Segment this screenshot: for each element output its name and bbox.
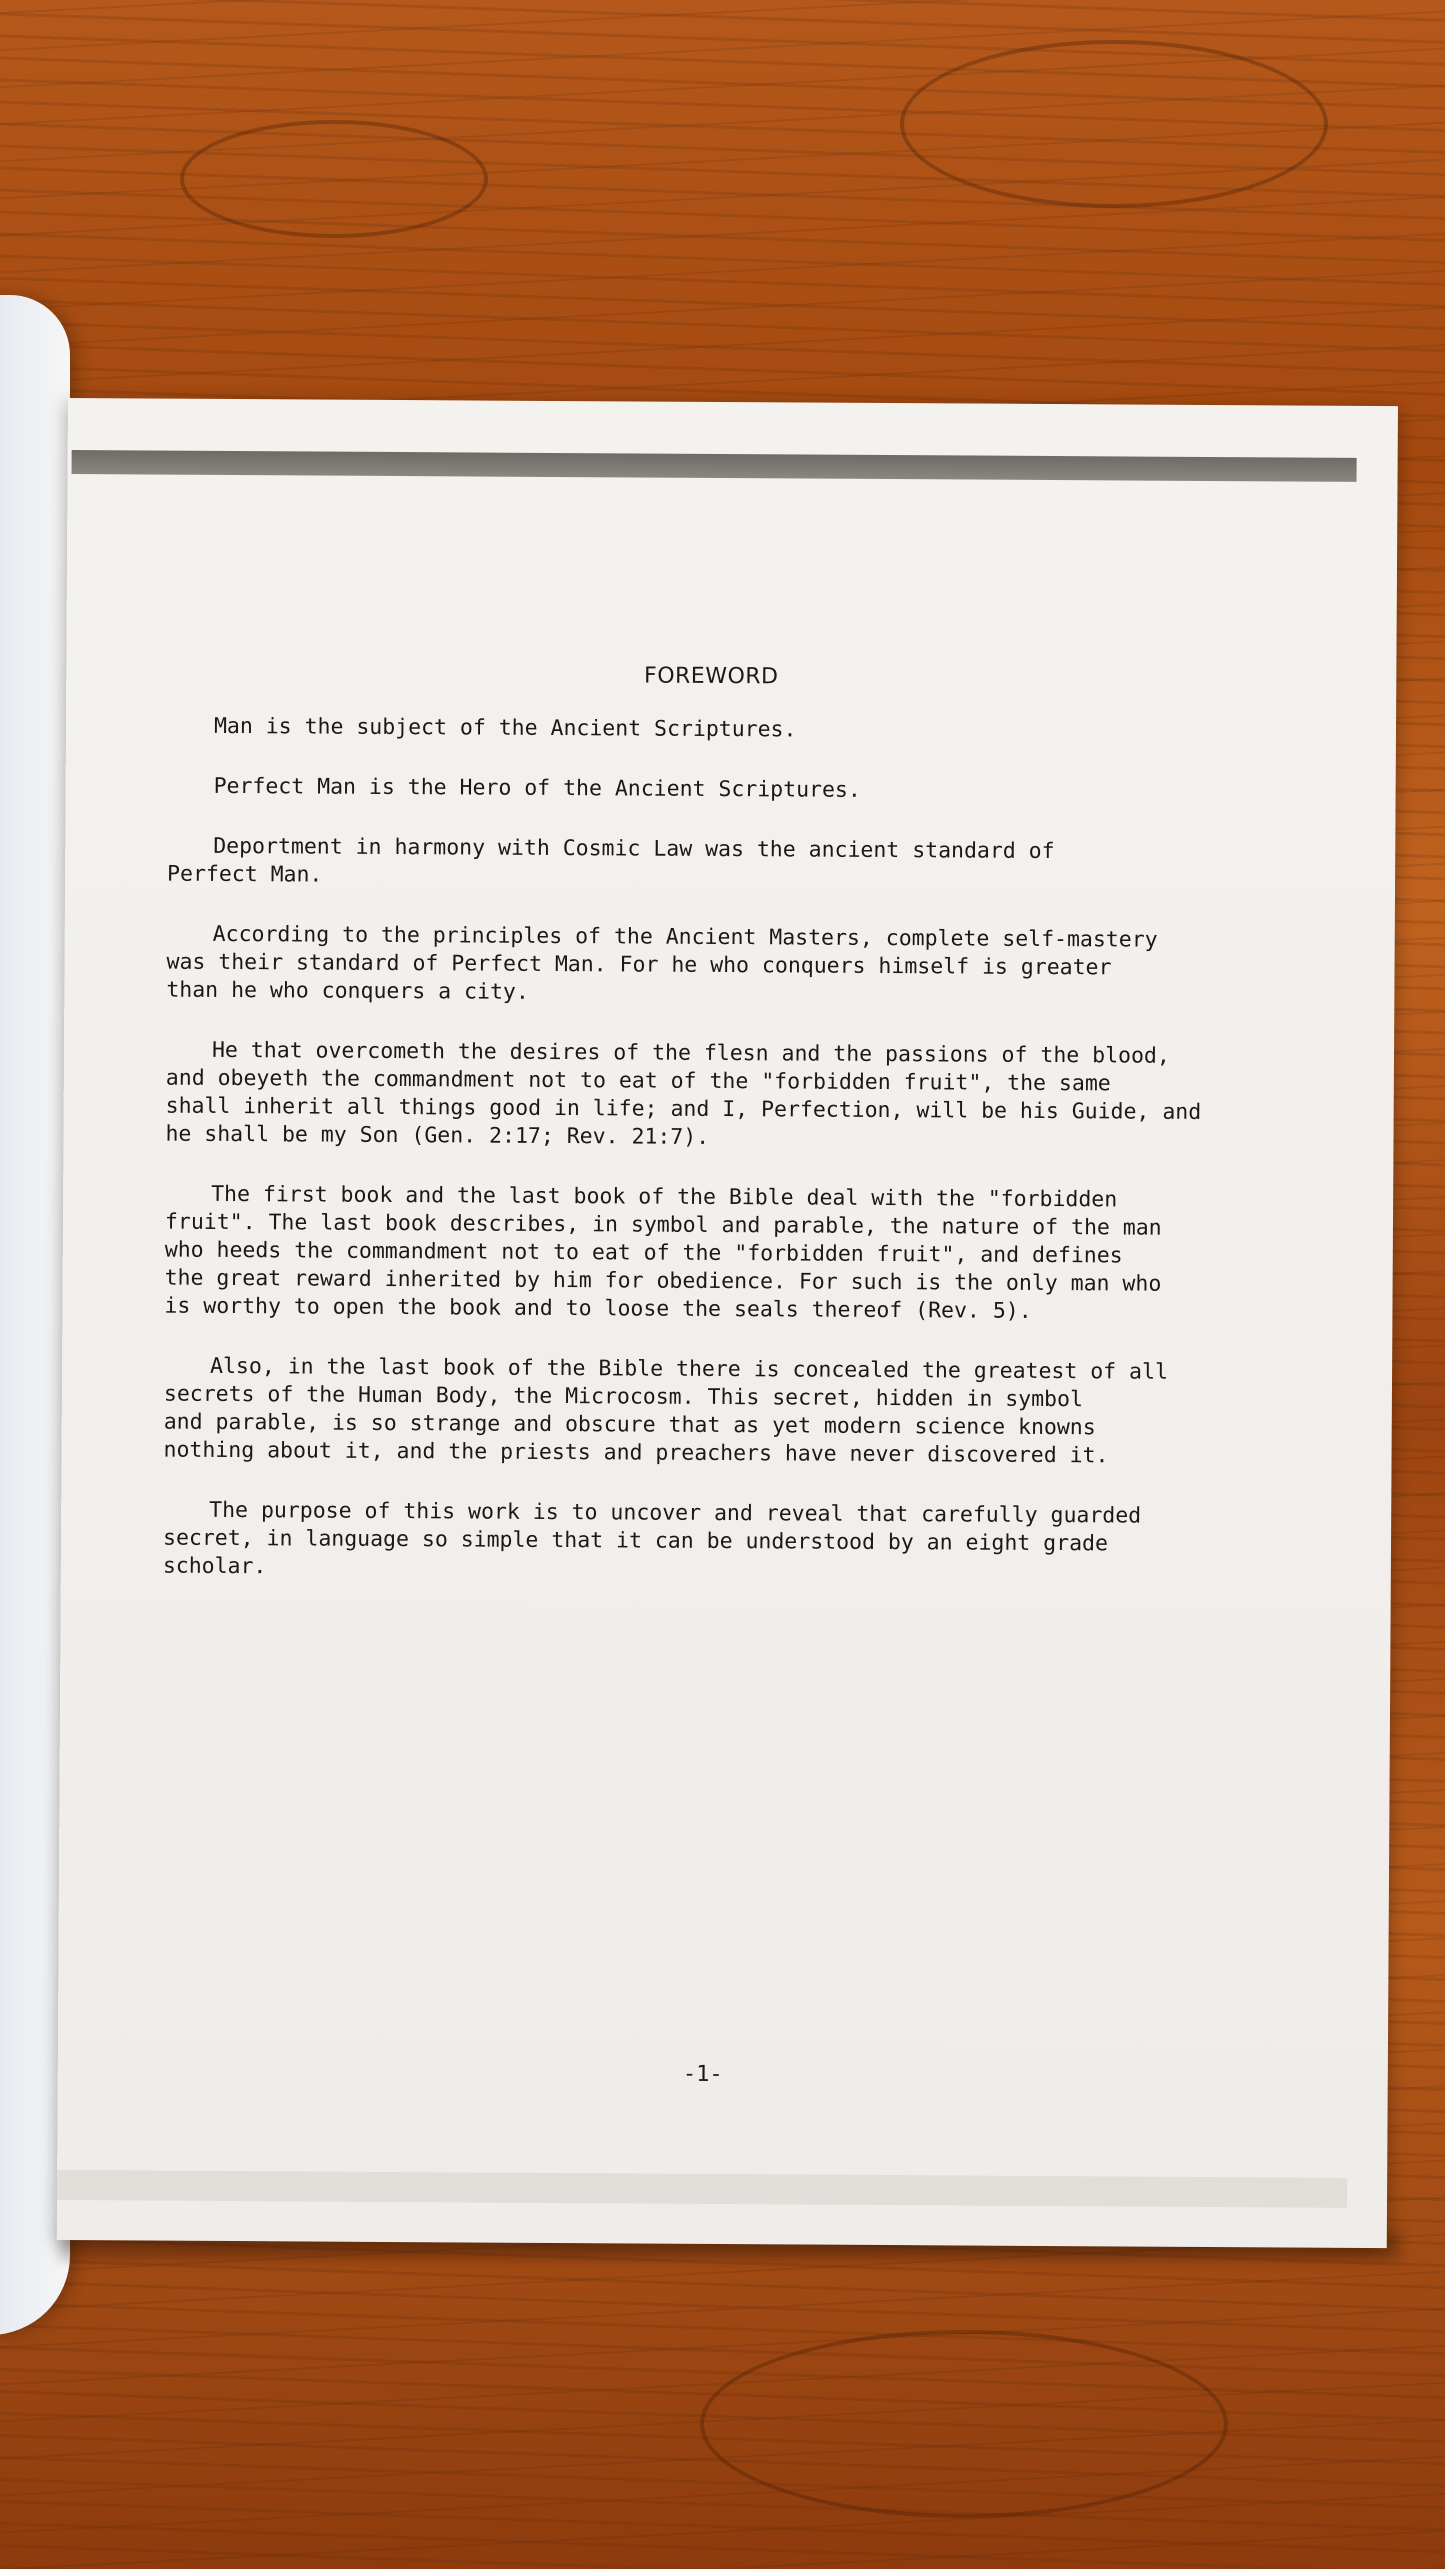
foreword-body <box>163 713 1228 1619</box>
paragraph: He that overcometh the desires of the flesn and the passions of the blood, and obeyeth the commandment not to eat of the "forbidden fruit", the same shall inherit all things good in life; and I, Perfection, will be his Guide, and he shall be my Son (Gen. 2:17; Rev. 21:7). <box>165 1037 1202 1150</box>
paragraph: Also, in the last book of the Bible there is concealed the greatest of all secrets of the Human Body, the Microcosm. This secret, hidden in symbol and parable, is so strange and obscure that as yet modern science knowns nothing about it, and the priests and preachers have never discovered it. <box>163 1353 1169 1469</box>
page-number: -1- <box>682 2061 723 2088</box>
paragraph: Perfect Man is the Hero of the Ancient Scriptures. <box>213 773 861 803</box>
paragraph: The first book and the last book of the Bible deal with the "forbidden fruit". The last book describes, in symbol and parable, the nature of the man who heeds the commandment not to eat of the "forbidden fruit", and defines the great reward inherited by him for obedience. For such is the only man who is worthy to open the book and to loose the seals thereof (Rev. 5). <box>164 1181 1162 1324</box>
paragraph: According to the principles of the Ancient Masters, complete self-mastery was their standard of Perfect Man. For he who conquers himself is greater than he who conquers a city. <box>166 921 1158 1005</box>
wood-grain <box>900 40 1328 208</box>
paragraph: Deportment in harmony with Cosmic Law was the ancient standard of Perfect Man. <box>167 833 1055 888</box>
paragraph: Man is the subject of the Ancient Scriptures. <box>213 713 797 743</box>
page-title: FOREWORD <box>644 663 779 690</box>
wood-grain <box>700 2330 1228 2518</box>
wood-grain <box>180 120 488 238</box>
book-page <box>57 398 1398 2248</box>
header-rule <box>72 450 1357 482</box>
paragraph: The purpose of this work is to uncover and reveal that carefully guarded secret, in language so simple that it can be understood by an eight grade scholar. <box>162 1497 1142 1580</box>
bottom-shade <box>57 2170 1347 2208</box>
